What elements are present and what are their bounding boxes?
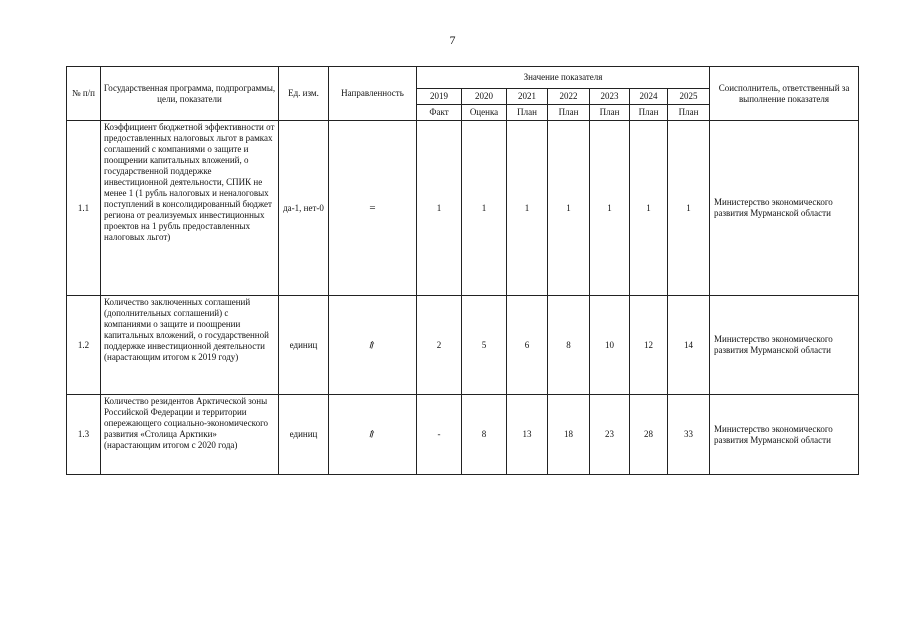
- row-value: 1: [462, 121, 507, 296]
- row-value: 23: [590, 395, 630, 475]
- type-cell: План: [590, 105, 630, 121]
- year-cell: 2023: [590, 89, 630, 105]
- row-executor: Министерство экономического развития Мурманской области: [710, 296, 859, 395]
- row-value: 1: [630, 121, 668, 296]
- row-value: 1: [668, 121, 710, 296]
- header-unit: Ед. изм.: [279, 67, 329, 121]
- row-value: 8: [462, 395, 507, 475]
- row-value: 8: [548, 296, 590, 395]
- row-executor: Министерство экономического развития Мурманской области: [710, 121, 859, 296]
- table-row: [67, 395, 859, 475]
- header-num: № п/п: [67, 67, 101, 121]
- year-cell: 2022: [548, 89, 590, 105]
- year-cell: 2021: [507, 89, 548, 105]
- row-value: 10: [590, 296, 630, 395]
- row-value: 5: [462, 296, 507, 395]
- row-unit: единиц: [279, 395, 329, 475]
- table-row: [67, 296, 859, 395]
- header-row-1: [67, 67, 859, 89]
- header-program: Государственная программа, подпрограммы, цели, показатели: [101, 67, 279, 121]
- row-unit: единиц: [279, 296, 329, 395]
- page-number: 7: [449, 33, 456, 47]
- row-num: 1.3: [67, 395, 101, 475]
- row-value: 1: [548, 121, 590, 296]
- row-direction: [329, 395, 417, 475]
- row-value: 12: [630, 296, 668, 395]
- type-cell: План: [630, 105, 668, 121]
- row-indicator-name: Количество резидентов Арктической зоны Российской Федерации и территории опережающего социально-экономического развития «Столица Арктики» (нарастающим итогом с 2020 года): [101, 395, 279, 475]
- row-indicator-name: Коэффициент бюджетной эффективности от предоставленных налоговых льгот в рамках соглашений с компаниями о защите и поощрении капитальных вложений, о государственной поддержке инвестиционной деятельности, СПИК не менее 1 (1 рубль налоговых и неналоговых поступлений в консолидированный бюджет региона от реализуемых инвестиционных проектов на 1 рубль предоставленных налоговых льгот): [101, 121, 279, 296]
- row-value: 1: [417, 121, 462, 296]
- row-indicator-name: Количество заключенных соглашений (дополнительных соглашений) с компаниями о защите и поощрении капитальных вложений, о государственной поддержке инвестиционной деятельности (нарастающим итогом к 2019 году): [101, 296, 279, 395]
- row-value: 6: [507, 296, 548, 395]
- arrow-up-right-icon: ⇗: [366, 338, 379, 352]
- header-direction: Направленность: [329, 67, 417, 121]
- row-value: 2: [417, 296, 462, 395]
- type-cell: Оценка: [462, 105, 507, 121]
- table-row: [67, 121, 859, 296]
- type-cell: План: [668, 105, 710, 121]
- year-cell: 2024: [630, 89, 668, 105]
- row-executor: Министерство экономического развития Мурманской области: [710, 395, 859, 475]
- row-value: 28: [630, 395, 668, 475]
- arrow-up-right-icon: ⇗: [366, 427, 379, 442]
- row-value: 1: [507, 121, 548, 296]
- row-value: 1: [590, 121, 630, 296]
- type-cell: План: [548, 105, 590, 121]
- header-value-title: Значение показателя: [417, 67, 710, 89]
- row-value: 18: [548, 395, 590, 475]
- row-value: -: [417, 395, 462, 475]
- row-direction: [329, 296, 417, 395]
- type-cell: Факт: [417, 105, 462, 121]
- row-unit: да-1, нет-0: [279, 121, 329, 296]
- row-direction: [329, 121, 417, 296]
- row-num: 1.1: [67, 121, 101, 296]
- indicators-table: [66, 66, 859, 475]
- equal-icon: =: [369, 201, 376, 214]
- row-value: 13: [507, 395, 548, 475]
- year-cell: 2025: [668, 89, 710, 105]
- year-cell: 2020: [462, 89, 507, 105]
- header-executor: Соисполнитель, ответственный за выполнение показателя: [710, 67, 859, 121]
- row-value: 14: [668, 296, 710, 395]
- year-cell: 2019: [417, 89, 462, 105]
- row-value: 33: [668, 395, 710, 475]
- type-cell: План: [507, 105, 548, 121]
- row-num: 1.2: [67, 296, 101, 395]
